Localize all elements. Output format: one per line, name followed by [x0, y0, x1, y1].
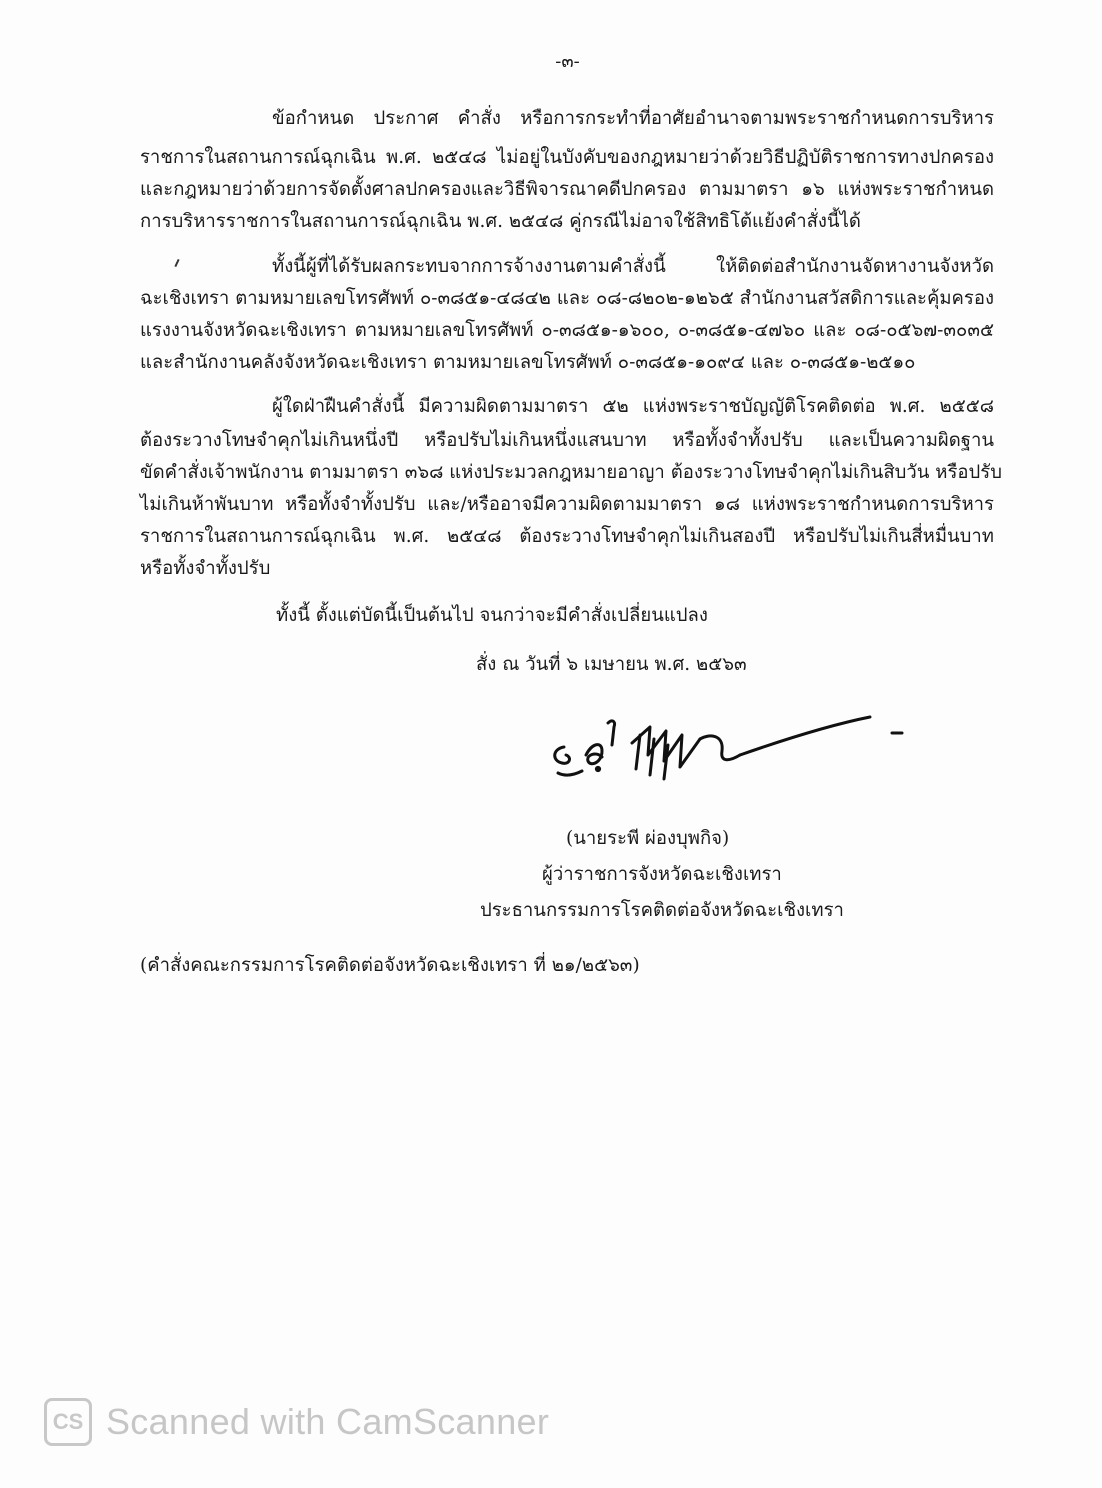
paragraph-line: แรงงานจังหวัดฉะเชิงเทรา ตามหมายเลขโทรศัพท์ ๐-๓๘๕๑-๑๖๐๐, ๐-๓๘๕๑-๔๗๖๐ และ ๐๘-๐๕๖๗-๓๐๓๕ [140, 320, 994, 341]
paragraph-line: ทั้งนี้ผู้ที่ได้รับผลกระทบจากการจ้างงานตามคำสั่งนี้ ให้ติดต่อสำนักงานจัดหางานจังหวัด [272, 256, 994, 277]
watermark-text: Scanned with CamScanner [106, 1401, 550, 1442]
paragraph-line: ราชการในสถานการณ์ฉุกเฉิน พ.ศ. ๒๕๔๘ ไม่อยู่ในบังคับของกฎหมายว่าด้วยวิธีปฏิบัติราชการทางปกครอง [140, 147, 994, 168]
paragraph-line: ราชการในสถานการณ์ฉุกเฉิน พ.ศ. ๒๕๔๘ ต้องระวางโทษจำคุกไม่เกินสองปี หรือปรับไม่เกินสี่หมื่นบาท [140, 526, 994, 547]
paragraph-line: ผู้ใดฝ่าฝืนคำสั่งนี้ มีความผิดตามมาตรา ๕๒ แห่งพระราชบัญญัติโรคติดต่อ พ.ศ. ๒๕๕๘ [272, 396, 994, 417]
signatory-position-committee-chair: ประธานกรรมการโรคติดต่อจังหวัดฉะเชิงเทรา [480, 900, 844, 921]
handwritten-signature [540, 705, 920, 795]
page-number: -๓- [555, 51, 580, 72]
signatory-position-governor: ผู้ว่าราชการจังหวัดฉะเชิงเทรา [542, 864, 782, 885]
paragraph-line: หรือทั้งจำทั้งปรับ [140, 558, 271, 579]
stray-pen-mark [174, 259, 179, 267]
camscanner-logo-icon: CS [44, 1398, 92, 1446]
paragraph-line: ขัดคำสั่งเจ้าพนักงาน ตามมาตรา ๓๖๘ แห่งประมวลกฎหมายอาญา ต้องระวางโทษจำคุกไม่เกินสิบวัน หรือปรับ [140, 462, 1002, 483]
paragraph-line: ไม่เกินห้าพันบาท หรือทั้งจำทั้งปรับ และ/หรืออาจมีความผิดตามมาตรา ๑๘ แห่งพระราชกำหนดการบริหาร [140, 494, 994, 515]
effective-statement: ทั้งนี้ ตั้งแต่บัดนี้เป็นต้นไป จนกว่าจะมีคำสั่งเปลี่ยนแปลง [276, 605, 708, 626]
paragraph-line: ต้องระวางโทษจำคุกไม่เกินหนึ่งปี หรือปรับไม่เกินหนึ่งแสนบาท หรือทั้งจำทั้งปรับ และเป็นความผิดฐาน [140, 430, 994, 451]
order-date: สั่ง ณ วันที่ ๖ เมษายน พ.ศ. ๒๕๖๓ [476, 654, 747, 675]
order-reference: (คำสั่งคณะกรรมการโรคติดต่อจังหวัดฉะเชิงเทรา ที่ ๒๑/๒๕๖๓) [140, 955, 640, 976]
paragraph-line: ฉะเชิงเทรา ตามหมายเลขโทรศัพท์ ๐-๓๘๕๑-๔๘๔๒ และ ๐๘-๘๒๐๒-๑๒๖๕ สำนักงานสวัสดิการและคุ้มครอง [140, 288, 994, 309]
paragraph-line: ข้อกำหนด ประกาศ คำสั่ง หรือการกระทำที่อาศัยอำนาจตามพระราชกำหนดการบริหาร [272, 108, 994, 129]
signatory-name: (นายระพี ผ่องบุพกิจ) [566, 828, 730, 849]
camscanner-watermark [44, 1398, 549, 1446]
paragraph-line: และสำนักงานคลังจังหวัดฉะเชิงเทรา ตามหมายเลขโทรศัพท์ ๐-๓๘๕๑-๑๐๙๔ และ ๐-๓๘๕๑-๒๕๑๐ [140, 352, 916, 373]
paragraph-line: และกฎหมายว่าด้วยการจัดตั้งศาลปกครองและวิธีพิจารณาคดีปกครอง ตามมาตรา ๑๖ แห่งพระราชกำหนด [140, 179, 994, 200]
paragraph-line: การบริหารราชการในสถานการณ์ฉุกเฉิน พ.ศ. ๒๕๔๘ คู่กรณีไม่อาจใช้สิทธิโต้แย้งคำสั่งนี้ได้ [140, 211, 861, 232]
